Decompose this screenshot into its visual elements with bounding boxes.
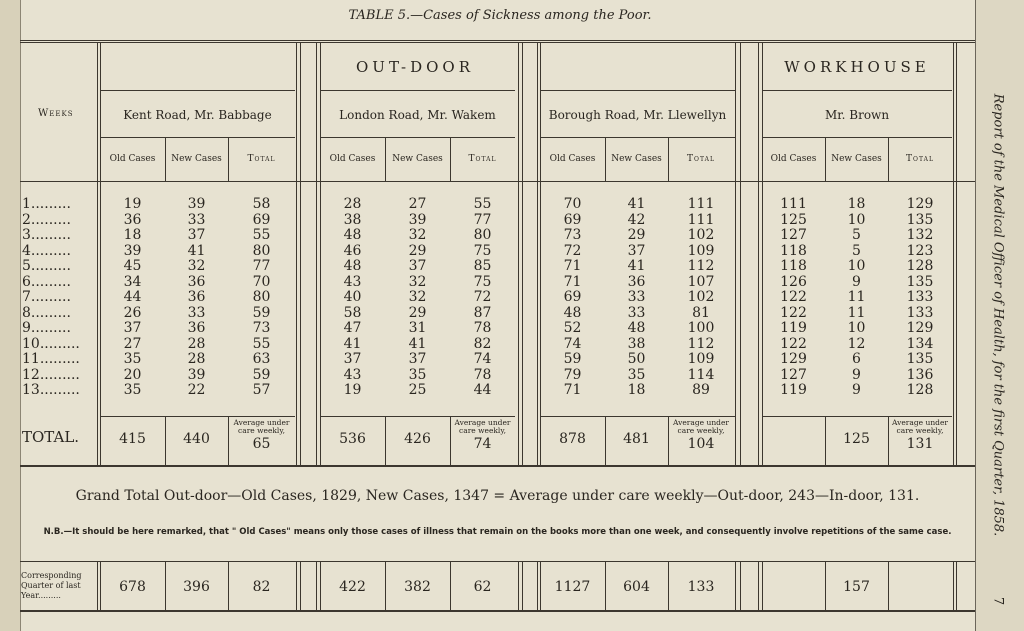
table-cell: 25	[408, 382, 427, 398]
corresponding-cell: 396	[183, 579, 210, 595]
table-cell: 5	[852, 242, 861, 259]
table-cell: 74	[563, 335, 582, 352]
table-cell: 118	[780, 242, 807, 259]
table-cell: 43	[343, 273, 362, 290]
table-cell: 19	[343, 382, 362, 398]
week-label: 3.........	[22, 227, 71, 243]
week-label: 8.........	[22, 304, 71, 321]
table-cell: 41	[343, 335, 362, 352]
rule-line	[522, 42, 523, 466]
rule-line	[762, 416, 952, 417]
corresponding-cell: 133	[687, 579, 715, 595]
group-header: Mr. Brown	[824, 108, 890, 122]
corresponding-cell: 678	[119, 579, 146, 595]
table-cell: 32	[408, 289, 427, 305]
table-cell: 37	[123, 320, 142, 336]
table-cell: 35	[123, 382, 142, 398]
table-cell: 26	[123, 304, 142, 321]
rule-line	[320, 416, 515, 417]
table-cell: 135	[906, 211, 934, 228]
table-cell: 129	[780, 351, 807, 367]
table-cell: 37	[627, 242, 646, 259]
table-cell: 18	[627, 382, 646, 398]
new-cases-header: New Cases	[392, 154, 443, 164]
corresponding-cell: 62	[473, 579, 492, 595]
total-cell: 440	[183, 431, 210, 447]
table-cell: 114	[687, 366, 715, 383]
table-cell: 41	[408, 335, 427, 352]
table-cell: 58	[252, 196, 271, 212]
table-cell: 36	[187, 273, 206, 290]
table-cell: 44	[123, 289, 142, 305]
rule-line	[296, 42, 297, 466]
week-label: 2.........	[22, 211, 71, 228]
week-label: 4.........	[22, 242, 71, 259]
table-cell: 109	[687, 351, 715, 367]
table-cell: 27	[408, 196, 427, 212]
table-cell: 59	[252, 304, 271, 321]
rule-line	[956, 42, 957, 466]
rule-line	[740, 42, 741, 466]
table-cell: 119	[780, 320, 807, 336]
table-cell: 79	[563, 366, 582, 383]
corresponding-cell: 604	[623, 579, 650, 595]
table-cell: 73	[252, 320, 271, 336]
corresponding-label: Corresponding	[21, 571, 82, 580]
table-cell: 59	[252, 366, 271, 383]
table-cell: 9	[852, 273, 861, 290]
table-cell: 36	[123, 211, 142, 228]
rule-line	[320, 137, 515, 138]
group-header: London Road, Mr. Wakem	[339, 108, 496, 122]
rule-line	[20, 465, 975, 467]
total-header: Total	[687, 154, 715, 164]
table-cell: 35	[627, 366, 646, 383]
workhouse-header: WORKHOUSE	[784, 58, 930, 76]
grand-total: Grand Total Out-door—Old Cases, 1829, New Cases, 1347 = Average under care weekly—Out-door, 243—In-door, 131.	[75, 488, 920, 504]
table-cell: 75	[473, 242, 492, 259]
rule-line	[735, 561, 736, 611]
rule-line	[540, 416, 735, 417]
table-cell: 63	[252, 351, 271, 367]
rule-line	[97, 42, 98, 466]
table-cell: 10	[847, 211, 866, 228]
side-caption: Report of the Medical Officer of Health, for the first Quarter, 1858.	[990, 93, 1006, 537]
table-cell: 48	[563, 304, 582, 321]
week-label: 11.........	[22, 351, 80, 367]
table-cell: 12	[847, 335, 866, 352]
table-cell: 78	[473, 320, 492, 336]
rule-line	[316, 42, 317, 466]
footnote: N.B.—It should be here remarked, that " Old Cases" means only those cases of illness that remain on the books more than one week, and consequently involve repetitions of the same case.	[43, 527, 952, 537]
weeks-header: Weeks	[38, 108, 74, 119]
table-cell: 126	[780, 273, 807, 290]
table-cell: 102	[687, 227, 715, 243]
table-cell: 111	[687, 196, 715, 212]
week-label: 12.........	[22, 366, 80, 383]
table-cell: 112	[687, 335, 715, 352]
old-cases-header: Old Cases	[109, 154, 156, 164]
table-cell: 72	[473, 289, 492, 305]
rule-line	[100, 416, 295, 417]
table-cell: 39	[187, 196, 206, 212]
rule-line	[20, 181, 975, 182]
table-cell: 38	[343, 211, 362, 228]
table-cell: 11	[847, 289, 866, 305]
rule-line	[100, 137, 295, 138]
week-label: 1.........	[22, 196, 71, 212]
total-header: Total	[906, 154, 934, 164]
table-cell: 50	[627, 351, 646, 367]
rule-line	[296, 561, 297, 611]
table-cell: 100	[687, 320, 715, 336]
table-cell: 42	[627, 211, 646, 228]
table-cell: 55	[473, 196, 492, 212]
table-cell: 27	[123, 335, 142, 352]
rule-line	[320, 90, 515, 91]
old-cases-header: Old Cases	[549, 154, 596, 164]
table-cell: 82	[473, 335, 492, 352]
week-label: 7.........	[22, 289, 71, 305]
total-cell: 415	[119, 431, 146, 447]
rule-line	[522, 561, 523, 611]
table-cell: 46	[343, 242, 362, 259]
average-note: Average under care weekly,	[892, 418, 948, 435]
table-cell: 19	[123, 196, 142, 212]
table-cell: 47	[343, 320, 362, 336]
table-cell: 75	[473, 273, 492, 290]
table-cell: 127	[780, 366, 807, 383]
table-cell: 37	[343, 351, 362, 367]
table-cell: 37	[408, 258, 427, 274]
table-cell: 109	[687, 242, 715, 259]
table-cell: 129	[906, 320, 934, 336]
table-cell: 29	[627, 227, 646, 243]
table-cell: 77	[252, 258, 271, 274]
total-label: TOTAL.	[22, 428, 80, 446]
rule-line	[518, 42, 519, 466]
table-cell: 122	[780, 289, 807, 305]
table-cell: 48	[343, 227, 362, 243]
table-cell: 136	[906, 366, 934, 383]
table-cell: 5	[852, 227, 861, 243]
table-cell: 80	[252, 242, 271, 259]
table-cell: 33	[627, 304, 646, 321]
table-cell: 134	[906, 335, 934, 352]
table-cell: 59	[563, 351, 582, 367]
rule-line	[758, 561, 759, 611]
table-cell: 71	[563, 382, 582, 398]
table-cell: 129	[906, 196, 934, 212]
table-cell: 44	[473, 382, 492, 398]
total-header: Total	[247, 154, 276, 164]
table-cell: 48	[343, 258, 362, 274]
table-cell: 38	[627, 335, 646, 352]
table-cell: 31	[408, 320, 427, 336]
new-cases-header: New Cases	[611, 154, 662, 164]
rule-line	[537, 42, 538, 466]
table-cell: 18	[123, 227, 142, 243]
table-cell: 32	[408, 273, 427, 290]
total-cell: 536	[339, 431, 366, 447]
total-header: Total	[468, 154, 497, 164]
table-cell: 10	[847, 320, 866, 336]
table-cell: 81	[692, 304, 710, 321]
average-note: Average under care weekly,	[454, 418, 511, 435]
table-cell: 41	[187, 242, 206, 259]
table-title: TABLE 5.—Cases of Sickness among the Poor.	[348, 8, 652, 23]
rule-line	[20, 40, 975, 41]
table-cell: 10	[847, 258, 866, 274]
rule-line	[316, 561, 317, 611]
rule-line	[762, 137, 952, 138]
old-cases-header: Old Cases	[329, 154, 376, 164]
week-label: 9.........	[22, 320, 71, 336]
table-cell: 29	[408, 304, 427, 321]
corresponding-cell: 422	[339, 579, 366, 595]
table-cell: 32	[187, 258, 206, 274]
table-cell: 70	[252, 273, 271, 290]
table-cell: 55	[252, 335, 271, 352]
outdoor-header: OUT-DOOR	[356, 58, 474, 76]
week-label: 13.........	[22, 382, 80, 398]
table-cell: 69	[563, 211, 582, 228]
group-header: Kent Road, Mr. Babbage	[123, 108, 272, 122]
table-cell: 37	[408, 351, 427, 367]
table-cell: 80	[473, 227, 492, 243]
table-cell: 133	[906, 304, 934, 321]
corresponding-cell: 382	[404, 579, 431, 595]
table-cell: 111	[780, 196, 807, 212]
table-cell: 45	[123, 258, 142, 274]
table-cell: 119	[780, 382, 807, 398]
rule-line	[540, 137, 735, 138]
rule-line	[20, 42, 975, 43]
old-cases-header: Old Cases	[770, 154, 817, 164]
table-cell: 80	[252, 289, 271, 305]
rule-line	[540, 90, 735, 91]
table-cell: 58	[343, 304, 362, 321]
rule-line	[888, 561, 889, 611]
corresponding-cell: 157	[843, 579, 870, 595]
corresponding-label: Year.........	[21, 591, 61, 600]
table-cell: 87	[473, 304, 492, 321]
table-cell: 123	[906, 242, 934, 259]
table-cell: 78	[473, 366, 492, 383]
table-cell: 20	[123, 366, 142, 383]
table-cell: 74	[473, 351, 492, 367]
table-cell: 135	[906, 351, 934, 367]
total-cell: 104	[687, 436, 715, 452]
rule-line	[956, 561, 957, 611]
table-cell: 122	[780, 335, 807, 352]
table-cell: 36	[187, 289, 206, 305]
total-cell: 125	[843, 431, 870, 447]
table-cell: 36	[187, 320, 206, 336]
table-cell: 73	[563, 227, 582, 243]
table-cell: 71	[563, 258, 582, 274]
table-cell: 33	[627, 289, 646, 305]
table-cell: 41	[627, 258, 646, 274]
table-cell: 28	[187, 335, 206, 352]
page-left-edge	[0, 0, 21, 631]
table-cell: 118	[780, 258, 807, 274]
table-cell: 132	[906, 227, 934, 243]
new-cases-header: New Cases	[171, 154, 222, 164]
table-cell: 69	[563, 289, 582, 305]
table-cell: 22	[187, 382, 206, 398]
rule-line	[953, 561, 954, 611]
rule-line	[953, 42, 954, 466]
rule-line	[758, 42, 759, 466]
table-cell: 39	[187, 366, 206, 383]
table-cell: 11	[847, 304, 866, 321]
table-cell: 127	[780, 227, 807, 243]
rule-line	[762, 561, 763, 611]
total-cell: 65	[252, 436, 271, 452]
table-cell: 33	[187, 304, 206, 321]
group-header: Borough Road, Mr. Llewellyn	[548, 108, 727, 122]
table-cell: 71	[563, 273, 582, 290]
table-cell: 39	[408, 211, 427, 228]
table-cell: 72	[563, 242, 582, 259]
table-cell: 35	[123, 351, 142, 367]
rule-line	[740, 561, 741, 611]
table-cell: 29	[408, 242, 427, 259]
table-cell: 34	[123, 273, 142, 290]
table-cell: 39	[123, 242, 142, 259]
total-cell: 131	[906, 436, 934, 452]
table-cell: 6	[852, 351, 861, 367]
table-cell: 112	[687, 258, 715, 274]
total-cell: 481	[623, 431, 650, 447]
table-cell: 77	[473, 211, 492, 228]
table-cell: 70	[563, 196, 582, 212]
corresponding-cell: 1127	[554, 579, 591, 595]
table-cell: 85	[473, 258, 492, 274]
table-cell: 111	[687, 211, 715, 228]
table-cell: 32	[408, 227, 427, 243]
rule-line	[20, 561, 975, 562]
table-cell: 9	[852, 382, 861, 398]
table-cell: 55	[252, 227, 271, 243]
rule-line	[518, 561, 519, 611]
table-cell: 37	[187, 227, 206, 243]
table-cell: 18	[847, 196, 866, 212]
table-cell: 69	[252, 211, 271, 228]
total-cell: 426	[404, 431, 431, 447]
table-cell: 35	[408, 366, 427, 383]
rule-line	[300, 42, 301, 466]
corresponding-label: Quarter of last	[21, 581, 81, 590]
table-cell: 128	[906, 382, 934, 398]
total-cell: 878	[559, 431, 586, 447]
table-cell: 89	[692, 382, 710, 398]
table-cell: 102	[687, 289, 715, 305]
table-cell: 135	[906, 273, 934, 290]
table-cell: 122	[780, 304, 807, 321]
week-label: 6.........	[22, 273, 71, 290]
week-label: 5.........	[22, 258, 71, 274]
rule-line	[537, 561, 538, 611]
table-cell: 43	[343, 366, 362, 383]
table-cell: 28	[343, 196, 362, 212]
week-label: 10.........	[22, 335, 80, 352]
table-cell: 48	[627, 320, 646, 336]
table-cell: 133	[906, 289, 934, 305]
page-number: 7	[990, 596, 1006, 606]
rule-line	[97, 561, 98, 611]
rule-line	[762, 90, 952, 91]
table-cell: 33	[187, 211, 206, 228]
rule-line	[735, 42, 736, 466]
table-cell: 36	[627, 273, 646, 290]
corresponding-cell: 82	[252, 579, 271, 595]
total-cell: 74	[473, 436, 492, 452]
table-cell: 107	[687, 273, 715, 290]
table-cell: 128	[906, 258, 934, 274]
rule-line	[300, 561, 301, 611]
table-cell: 52	[563, 320, 582, 336]
table-cell: 125	[780, 211, 807, 228]
new-cases-header: New Cases	[831, 154, 882, 164]
table-cell: 28	[187, 351, 206, 367]
average-note: Average under care weekly,	[673, 418, 729, 435]
rule-line	[20, 610, 975, 612]
table-cell: 57	[252, 382, 271, 398]
table-cell: 9	[852, 366, 861, 383]
table-cell: 41	[627, 196, 646, 212]
average-note: Average under care weekly,	[233, 418, 290, 435]
table-cell: 40	[343, 289, 362, 305]
rule-line	[100, 90, 295, 91]
